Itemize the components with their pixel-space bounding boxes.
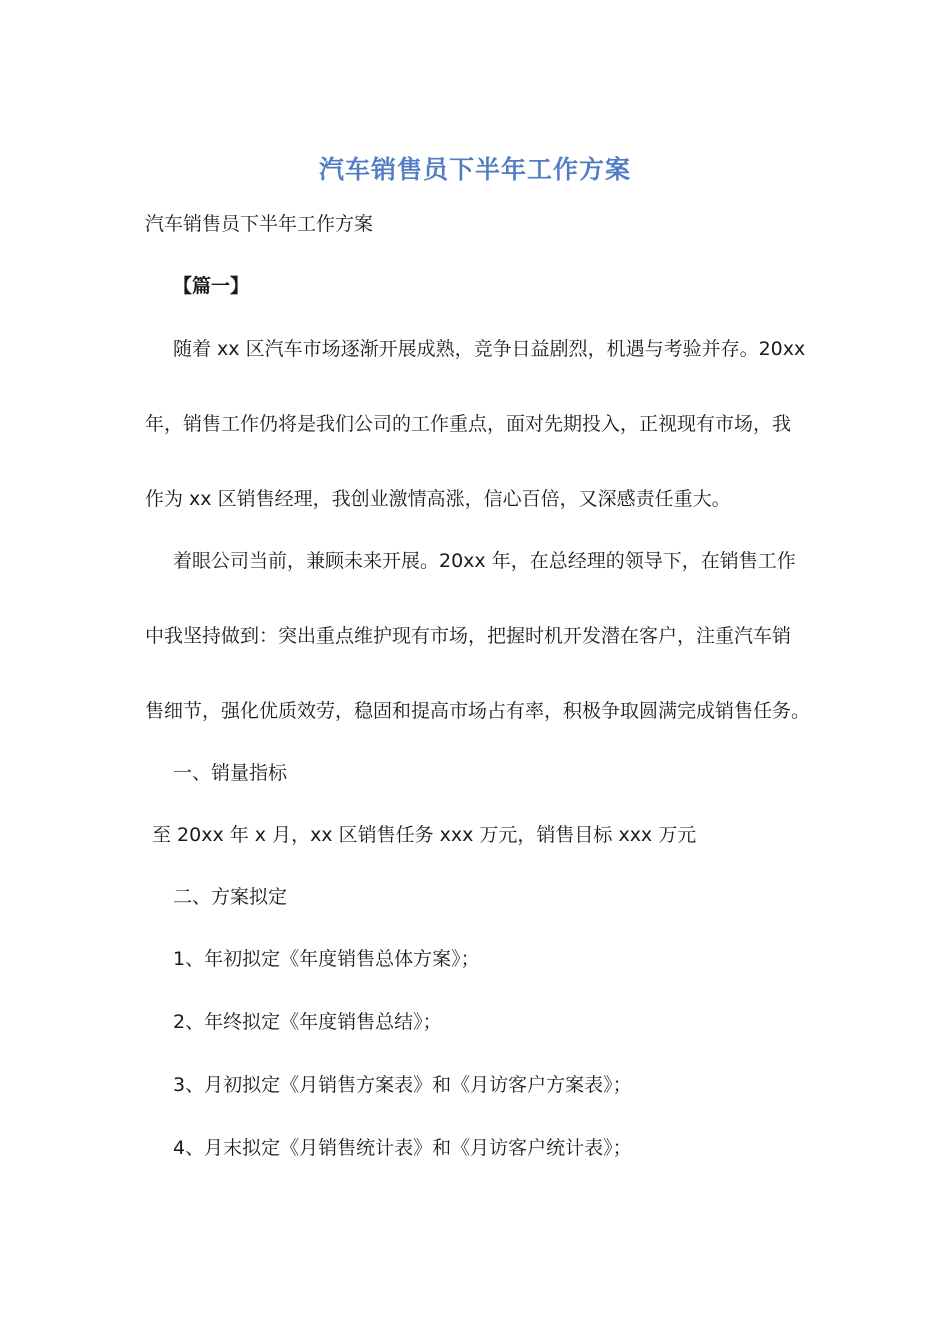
paragraph-line: 售细节，强化优质效劳，稳固和提高市场占有率，积极争取圆满完成销售任务。 — [145, 700, 811, 722]
sales-target-line: 至 20xx 年 x 月，xx 区销售任务 xxx 万元，销售目标 xxx 万元 — [152, 824, 697, 846]
section-heading: 一、销量指标 — [173, 762, 288, 784]
paragraph-line: 作为 xx 区销售经理，我创业激情高涨，信心百倍，又深感责任重大。 — [145, 488, 731, 510]
section-heading: 二、方案拟定 — [173, 886, 288, 908]
paragraph-line: 随着 xx 区汽车市场逐渐开展成熟，竞争日益剧烈，机遇与考验并存。20xx — [173, 338, 806, 360]
list-item: 1、年初拟定《年度销售总体方案》； — [173, 948, 480, 970]
list-item: 2、年终拟定《年度销售总结》； — [173, 1011, 442, 1033]
paragraph-line: 着眼公司当前，兼顾未来开展。20xx 年，在总经理的领导下，在销售工作 — [173, 550, 796, 572]
paragraph-line: 中我坚持做到：突出重点维护现有市场，把握时机开发潜在客户，注重汽车销 — [145, 625, 792, 647]
list-item: 3、月初拟定《月销售方案表》和《月访客户方案表》； — [173, 1074, 632, 1096]
document-title: 汽车销售员下半年工作方案 — [318, 155, 631, 184]
paragraph-line: 年，销售工作仍将是我们公司的工作重点，面对先期投入，正视现有市场，我 — [145, 413, 792, 435]
section-tag: 【篇一】 — [173, 275, 250, 297]
list-item: 4、月末拟定《月销售统计表》和《月访客户统计表》； — [173, 1137, 632, 1159]
document-subtitle: 汽车销售员下半年工作方案 — [145, 213, 374, 235]
